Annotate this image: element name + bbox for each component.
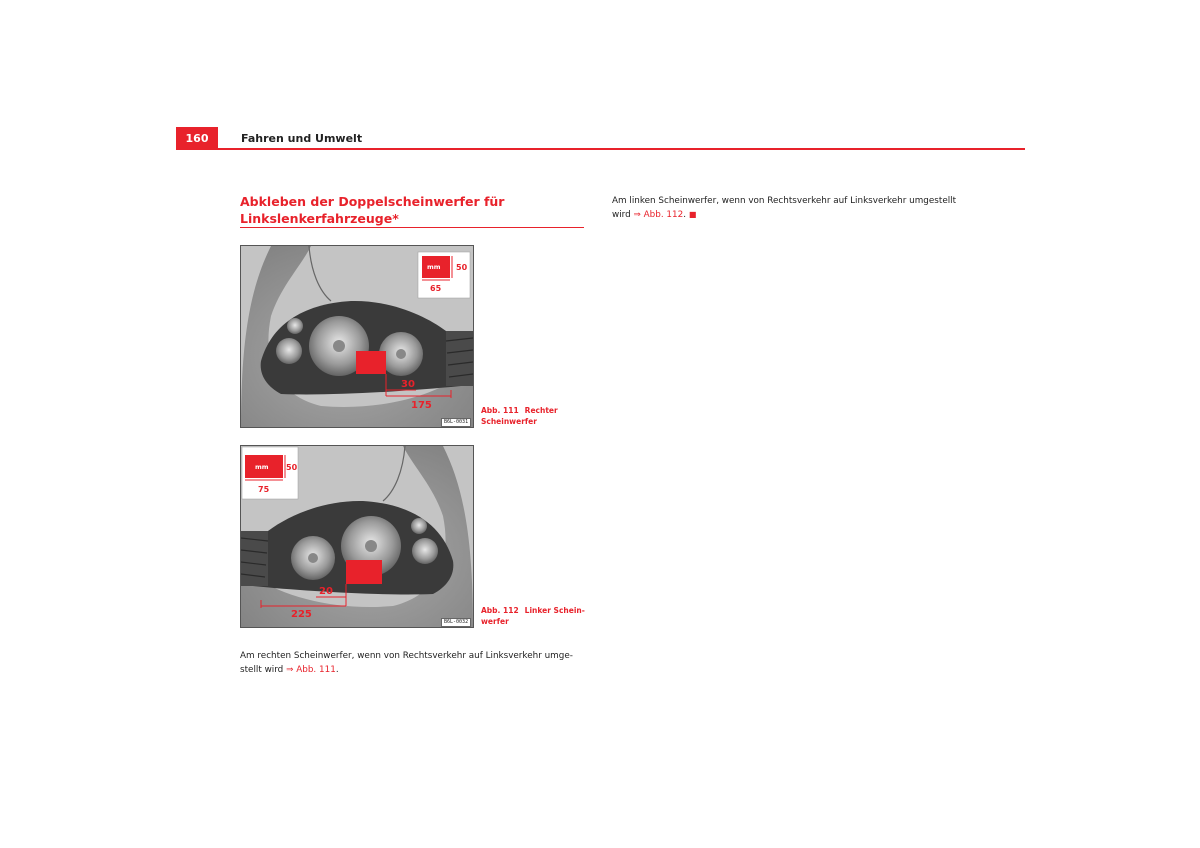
section-title-line2: Linkslenkerfahrzeuge*: [240, 211, 399, 226]
paragraph-left-headlight: [612, 194, 962, 222]
caption-figure-111: [481, 405, 586, 427]
unit-label: mm: [427, 263, 441, 271]
tape-area-marker: [346, 560, 382, 584]
tape-area-marker: [356, 351, 386, 374]
headlight-illustration-left: [241, 446, 473, 627]
paragraph-suffix: .: [683, 210, 687, 220]
width-label: 65: [430, 284, 442, 293]
chapter-title: Fahren und Umwelt: [241, 132, 363, 145]
distance-label: 175: [411, 400, 432, 411]
figure-reference-link[interactable]: ⇒ Abb. 112: [633, 210, 684, 220]
paragraph-suffix: .: [335, 665, 339, 675]
caption-number: Abb. 112: [481, 606, 519, 615]
section-rule: [240, 227, 584, 228]
caption-line2: Scheinwerfer: [481, 417, 537, 426]
figure-code: B6L-0031: [441, 418, 471, 427]
paragraph-line2: wird: [612, 210, 634, 220]
section-title: [240, 193, 584, 227]
caption-line1: Linker Schein-: [524, 606, 585, 615]
width-label: 75: [258, 485, 270, 494]
figure-right-headlight: [240, 245, 474, 428]
headlight-illustration-right: [241, 246, 473, 427]
offset-label: 20: [319, 586, 333, 597]
offset-label: 30: [401, 379, 415, 390]
distance-label: 225: [291, 609, 312, 620]
caption-figure-112: [481, 605, 586, 627]
paragraph-right-headlight: [240, 649, 584, 677]
paragraph-line1: Am linken Scheinwerfer, wenn von Rechtsverkehr auf Linksverkehr umgestellt: [612, 196, 957, 206]
unit-label: mm: [255, 463, 269, 471]
header-rule: [176, 148, 1025, 150]
figure-reference-link[interactable]: ⇒ Abb. 111: [286, 665, 336, 675]
figure-left-headlight: [240, 445, 474, 628]
figure-code: B6L-0032: [441, 618, 471, 627]
section-title-line1: Abkleben der Doppelscheinwerfer für: [240, 194, 505, 209]
section-end-mark: ■: [688, 210, 697, 219]
paragraph-line2: stellt wird: [240, 665, 287, 675]
page-number: 160: [176, 127, 218, 149]
caption-number: Abb. 111: [481, 406, 519, 415]
height-label: 50: [456, 263, 468, 272]
caption-line2: werfer: [481, 617, 509, 626]
paragraph-line1: Am rechten Scheinwerfer, wenn von Rechtsverkehr auf Linksverkehr umge-: [240, 651, 573, 661]
height-label: 50: [286, 463, 298, 472]
caption-line1: Rechter: [524, 406, 558, 415]
